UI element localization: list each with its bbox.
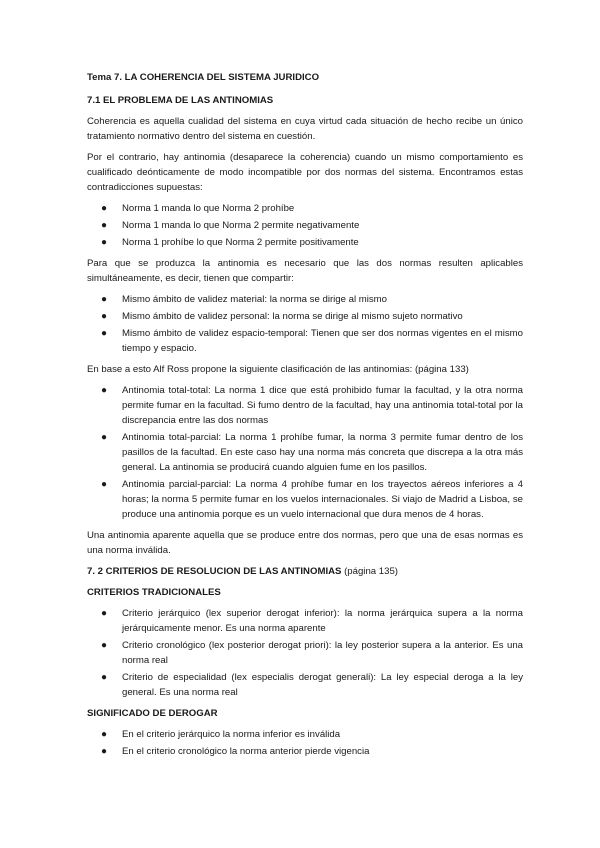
document-title: Tema 7. LA COHERENCIA DEL SISTEMA JURIDICO <box>87 72 320 83</box>
bullet-icon: ● <box>101 220 108 231</box>
bullet-icon: ● <box>101 746 108 757</box>
paragraph-ross: En base a esto Alf Ross propone la siguiente clasificación de las antinomias: (página 133) <box>87 364 469 375</box>
paragraph-aparente: Una antinomia aparente aquella que se produce entre dos normas, pero que una de esas normas es una norma inválida. <box>87 530 523 556</box>
list-derogar <box>87 727 523 759</box>
bullet-icon: ● <box>101 640 108 651</box>
bullet-icon: ● <box>101 328 108 339</box>
list-item: ● Mismo ámbito de validez personal: la norma se dirige al mismo sujeto normativo <box>101 311 463 322</box>
subheading-criterios-tradicionales: CRITERIOS TRADICIONALES <box>87 587 221 598</box>
list-item: ● Antinomia total-total: La norma 1 dice que está prohibido fumar la facultad, y la otra norma permite fumar en la facultad. Si fumo dentro de la facultad, hay una antinomia total-total por la discrepancia entre las dos normas <box>101 385 523 426</box>
list-item: ● Norma 1 manda lo que Norma 2 prohíbe <box>101 203 295 214</box>
paragraph-requisitos: Para que se produzca la antinomia es necesario que las dos normas resulten aplicables simultáneamente, es decir, tienen que compartir: <box>87 258 523 284</box>
list-item: ● Criterio de especialidad (lex especialis derogat generali): La ley especial deroga a la ley general. Es una norma real <box>101 672 523 698</box>
bullet-icon: ● <box>101 432 108 443</box>
list-item: ● Criterio jerárquico (lex superior derogat inferior): la norma jerárquica supera a la norma jerárquicamente menor. Es una norma aparente <box>101 608 523 634</box>
bullet-icon: ● <box>101 479 108 490</box>
list-item: ● Antinomia parcial-parcial: La norma 4 prohíbe fumar en los trayectos aéreos inferiores a 4 horas; la norma 5 permite fumar en los vuelos internacionales. Si viajo de Madrid a Lisboa, se produce una antinomia porque es un vuelo internacional que dura menos de 4 horas. <box>101 479 523 520</box>
bullet-icon: ● <box>101 608 108 619</box>
list-item: ● En el criterio cronológico la norma anterior pierde vigencia <box>101 746 370 757</box>
subheading-derogar: SIGNIFICADO DE DEROGAR <box>87 708 218 719</box>
list-item: ● Mismo ámbito de validez espacio-temporal: Tienen que ser dos normas vigentes en el mismo tiempo y espacio. <box>101 328 523 354</box>
list-item: ● Mismo ámbito de validez material: la norma se dirige al mismo <box>101 294 387 305</box>
bullet-icon: ● <box>101 729 108 740</box>
paragraph-antinomia: Por el contrario, hay antinomia (desaparece la coherencia) cuando un mismo comportamiento es cualificado deónticamente de modo incompatible por dos normas del sistema. Encontramos estas contradicciones supuestas: <box>87 152 523 193</box>
section-heading-antinomias: 7.1 EL PROBLEMA DE LAS ANTINOMIAS <box>87 95 274 106</box>
bullet-icon: ● <box>101 385 108 396</box>
list-item: ● Norma 1 manda lo que Norma 2 permite negativamente <box>101 220 360 231</box>
bullet-icon: ● <box>101 203 108 214</box>
list-criteria <box>87 606 523 700</box>
list-contradictions <box>87 201 523 250</box>
document-page <box>87 70 523 765</box>
list-item: ● Criterio cronológico (lex posterior derogat priori): la ley posterior supera a la anterior. Es una norma real <box>101 640 523 666</box>
paragraph-coherencia: Coherencia es aquella cualidad del sistema en cuya virtud cada situación de hecho recibe un único tratamiento normativo dentro del sistema en cuestión. <box>87 116 523 142</box>
bullet-icon: ● <box>101 672 108 683</box>
bullet-icon: ● <box>101 294 108 305</box>
bullet-icon: ● <box>101 311 108 322</box>
list-ross-types <box>87 383 523 522</box>
page-reference: (página 135) <box>344 566 398 577</box>
bullet-icon: ● <box>101 237 108 248</box>
list-item: ● Norma 1 prohíbe lo que Norma 2 permite positivamente <box>101 237 359 248</box>
section-heading-criterios: 7. 2 CRITERIOS DE RESOLUCION DE LAS ANTINOMIAS (página 135) <box>87 566 398 577</box>
list-item: ● Antinomia total-parcial: La norma 1 prohíbe fumar, la norma 3 permite fumar dentro de los pasillos de la facultad. En este caso hay una norma más concreta que discrepa a la otra más general. La antinomia se producirá cuando alguien fume en los pasillos. <box>101 432 523 473</box>
list-requirements <box>87 292 523 356</box>
list-item: ● En el criterio jerárquico la norma inferior es inválida <box>101 729 341 740</box>
